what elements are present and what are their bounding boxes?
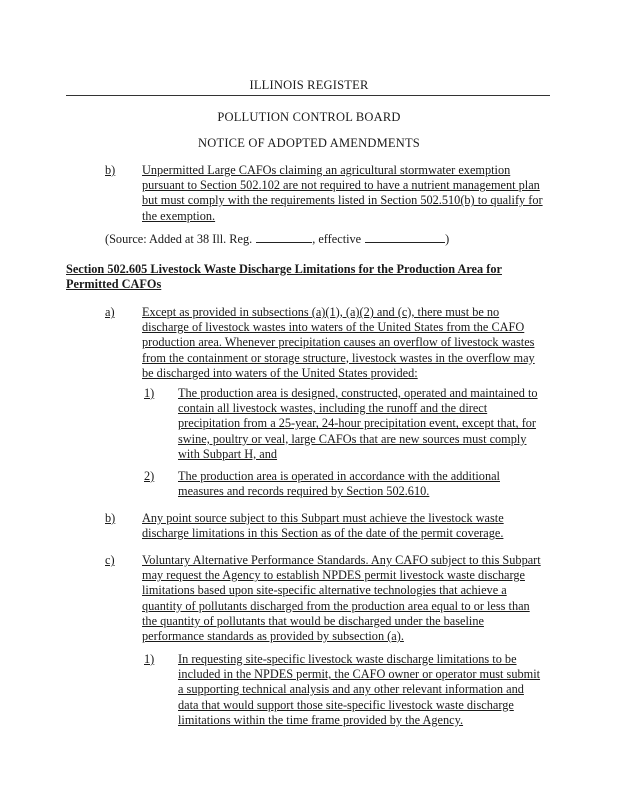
item-a1-text [178,386,538,462]
item-a2-label: 2) [144,469,155,483]
item-c-label: c) [105,553,115,567]
text-line: the exemption. [142,208,216,223]
text-line: quantity of pollutants discharged from the production area equal to or less than [142,598,530,613]
text-line: In requesting site-specific livestock waste discharge limitations to be [178,652,517,666]
section-heading [66,262,502,292]
item-c1-text [178,652,540,728]
text-line: may request the Agency to establish NPDES permit livestock waste discharge [142,568,525,583]
board-title: POLLUTION CONTROL BOARD [217,110,401,124]
item-b-label: b) [105,511,116,525]
notice-title: NOTICE OF ADOPTED AMENDMENTS [198,136,420,150]
text-line: The production area is operated in accordance with the additional [178,469,500,483]
prev-item-text [142,163,543,224]
text-line: discharge of livestock wastes into waters of the United States from the CAFO [142,320,525,335]
text-line: but must comply with the requirements listed in Section 502.510(b) to qualify for [142,193,543,208]
text-line: contain all livestock wastes, including the runoff and the direct [178,401,488,416]
text-line: Except as provided in subsections (a)(1), (a)(2) and (c), there must be no [142,305,500,319]
prev-item-label: b) [105,163,116,177]
item-b-text [142,511,504,541]
item-a2-text [178,469,500,499]
text-line: limitations based upon site-specific alternative technologies that achieve a [142,583,507,598]
register-title: ILLINOIS REGISTER [249,78,369,92]
text-line: production area. Whenever precipitation causes an overflow of livestock wastes [142,335,535,350]
text-line: performance standards as provided by subsection (a). [142,629,404,644]
text-line: Unpermitted Large CAFOs claiming an agricultural stormwater exemption [142,163,511,177]
item-c1-label: 1) [144,652,155,666]
source-note [105,231,449,247]
section-heading-line: Section 502.605 Livestock Waste Discharge Limitations for the Production Area for [66,262,502,276]
text-line: swine, poultry or veal, large CAFOs that are new sources must comply [178,431,527,446]
text-line: data that would support those site-specific livestock waste discharge [178,697,514,712]
text-line: with Subpart H, and [178,446,278,461]
source-prefix: (Source: Added at 38 Ill. Reg. [105,232,253,246]
text-line: discharge limitations in this Section as of the date of the permit coverage. [142,526,504,541]
text-line: from the containment or storage structure, livestock wastes in the overflow may [142,350,535,365]
header-rule [66,95,550,96]
source-suffix: ) [445,232,450,246]
item-a1-label: 1) [144,386,155,400]
text-line: included in the NPDES permit, the CAFO owner or operator must submit [178,667,541,682]
item-a-label: a) [105,305,115,319]
source-middle: , effective [312,232,362,246]
source-blank-date [365,231,445,243]
text-line: precipitation from a 25-year, 24-hour precipitation event, except that, for [178,416,537,431]
text-line: pursuant to Section 502.102 are not required to have a nutrient management plan [142,178,540,193]
item-a-text [142,305,535,381]
text-line: Any point source subject to this Subpart must achieve the livestock waste [142,511,504,525]
text-line: be discharged into waters of the United States provided: [142,365,418,380]
item-c-text [142,553,541,644]
text-line: limitations within the time frame provided by the Agency. [178,712,464,727]
source-blank-reg [256,231,312,243]
text-line: Voluntary Alternative Performance Standards. Any CAFO subject to this Subpart [142,553,541,567]
text-line: The production area is designed, constructed, operated and maintained to [178,386,538,400]
text-line: measures and records required by Section 502.610. [178,484,430,499]
text-line: a supporting technical analysis and any other relevant information and [178,682,524,697]
section-heading-line: Permitted CAFOs [66,277,162,292]
text-line: the quantity of pollutants that would be discharged under the baseline [142,613,484,628]
